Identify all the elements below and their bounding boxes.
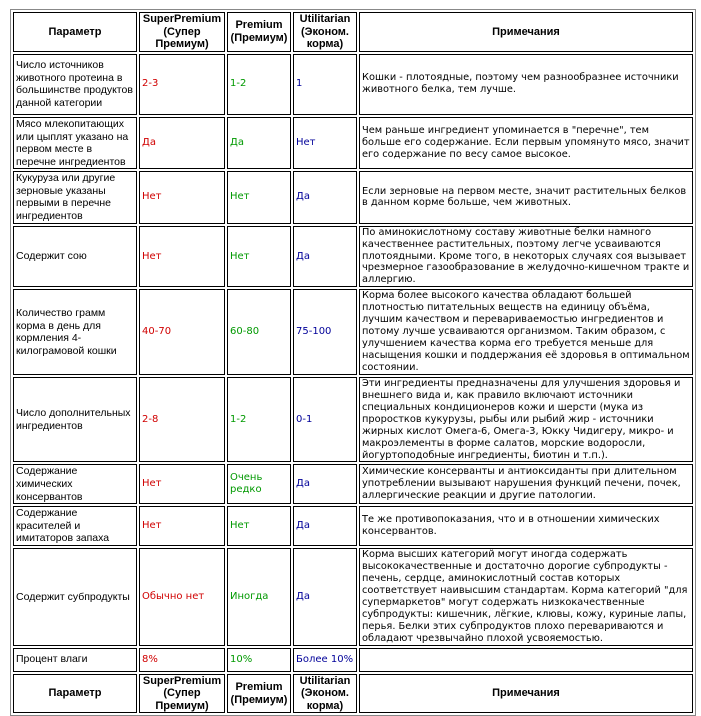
header-row [13, 12, 693, 52]
superpremium-cell: Да [139, 117, 225, 169]
note-cell: Кошки - плотоядные, поэтому чем разнообразнее источники животного белка, тем лучше. [359, 54, 693, 115]
footer-header-utilitarian: Utilitarian (Эконом. корма) [293, 674, 357, 714]
header-utilitarian: Utilitarian (Эконом. корма) [293, 12, 357, 52]
table-row [13, 117, 693, 169]
param-cell: Количество грамм корма в день для кормления 4-килограмовой кошки [13, 289, 137, 375]
table-row [13, 648, 693, 672]
superpremium-cell: 40-70 [139, 289, 225, 375]
superpremium-cell: Нет [139, 226, 225, 288]
superpremium-cell: Нет [139, 506, 225, 546]
comparison-table [10, 9, 696, 716]
param-cell: Содержание химических консервантов [13, 464, 137, 504]
premium-cell: 1-2 [227, 54, 291, 115]
superpremium-cell: Нет [139, 464, 225, 504]
superpremium-cell: Обычно нет [139, 548, 225, 646]
table-row [13, 54, 693, 115]
header-superpremium: SuperPremium (Супер Премиум) [139, 12, 225, 52]
header-param: Параметр [13, 12, 137, 52]
header-premium: Premium (Премиум) [227, 12, 291, 52]
note-cell [359, 648, 693, 672]
utilitarian-cell: Более 10% [293, 648, 357, 672]
premium-cell: Нет [227, 171, 291, 223]
table-row [13, 226, 693, 288]
superpremium-cell: 8% [139, 648, 225, 672]
superpremium-cell: Нет [139, 171, 225, 223]
note-cell: По аминокислотному составу животные белки намного качественнее растительных, поэтому легче усваиваются плотоядными. Кроме того, в некоторых случаях соя вызывает чрезмерное газообразование в желудочно-кишечном тракте и аллергию. [359, 226, 693, 288]
param-cell: Содержит сою [13, 226, 137, 288]
utilitarian-cell: Да [293, 506, 357, 546]
utilitarian-cell: Да [293, 171, 357, 223]
premium-cell: 10% [227, 648, 291, 672]
param-cell: Число источников животного протеина в большинстве продуктов данной категории [13, 54, 137, 115]
param-cell: Число дополнительных ингредиентов [13, 377, 137, 463]
table-row [13, 289, 693, 375]
table-row [13, 548, 693, 646]
premium-cell: Нет [227, 226, 291, 288]
utilitarian-cell: 75-100 [293, 289, 357, 375]
header-notes: Примечания [359, 12, 693, 52]
param-cell: Содержание красителей и имитаторов запаха [13, 506, 137, 546]
note-cell: Если зерновые на первом месте, значит растительных белков в данном корме больше, чем животных. [359, 171, 693, 223]
table-row [13, 171, 693, 223]
premium-cell: Иногда [227, 548, 291, 646]
footer-header-row [13, 674, 693, 714]
utilitarian-cell: 1 [293, 54, 357, 115]
note-cell: Те же противопоказания, что и в отношении химических консервантов. [359, 506, 693, 546]
note-cell: Чем раньше ингредиент упоминается в "перечне", тем больше его содержание. Если первым упомянуто мясо, значит его содержание по весу самое высокое. [359, 117, 693, 169]
utilitarian-cell: Да [293, 548, 357, 646]
footer-header-premium: Premium (Премиум) [227, 674, 291, 714]
premium-cell: 60-80 [227, 289, 291, 375]
note-cell: Эти ингредиенты предназначены для улучшения здоровья и внешнего вида и, как правило включают источники специальных кондиционеров кожи и шерсти (мука из проростков кукурузы, рыбы или рыбий жир - источники жирных кислот Омега-6, Омега-3, Юкку Чидигеру, микро- и макроэлементы в форме салатов, морские водоросли, йогуртоподобные ингредиенты, биотин и т.п.). [359, 377, 693, 463]
table-row [13, 506, 693, 546]
footer-header-superpremium: SuperPremium (Супер Премиум) [139, 674, 225, 714]
premium-cell: 1-2 [227, 377, 291, 463]
superpremium-cell: 2-3 [139, 54, 225, 115]
premium-cell: Очень редко [227, 464, 291, 504]
utilitarian-cell: Да [293, 464, 357, 504]
param-cell: Кукуруза или другие зерновые указаны первыми в перечне ингредиентов [13, 171, 137, 223]
premium-cell: Нет [227, 506, 291, 546]
note-cell: Корма высших категорий могут иногда содержать высококачественные и достаточно дорогие субпродукты - печень, сердце, аминокислотный состав которых соответствует наивысшим стандартам. Корма категорий "для супермаркетов" могут содержать низкокачественные субпродукты: кишечник, лёгкие, клювы, кожу, куриные лапы, перья. Белки этих субпродуктов плохо перевариваются и обладают чрезвычайно плохой усвояемостью. [359, 548, 693, 646]
premium-cell: Да [227, 117, 291, 169]
table-row [13, 377, 693, 463]
note-cell: Химические консерванты и антиоксиданты при длительном употреблении вызывают нарушения функций печени, почек, аллергические реакции и другие патологии. [359, 464, 693, 504]
utilitarian-cell: Нет [293, 117, 357, 169]
table-row [13, 464, 693, 504]
param-cell: Содержит субпродукты [13, 548, 137, 646]
param-cell: Мясо млекопитающих или цыплят указано на первом месте в перечне ингредиентов [13, 117, 137, 169]
param-cell: Процент влаги [13, 648, 137, 672]
utilitarian-cell: Да [293, 226, 357, 288]
footer-header-notes: Примечания [359, 674, 693, 714]
note-cell: Корма более высокого качества обладают большей плотностью питательных веществ на единицу объёма, лучшим качеством и перевариваемостью ингредиентов и потому лучше усваиваются организмом. Таким образом, с улучшением качества корма его требуется меньше для насыщения кошки и поддержания её здоровья в оптимальном состоянии. [359, 289, 693, 375]
superpremium-cell: 2-8 [139, 377, 225, 463]
utilitarian-cell: 0-1 [293, 377, 357, 463]
footer-header-param: Параметр [13, 674, 137, 714]
